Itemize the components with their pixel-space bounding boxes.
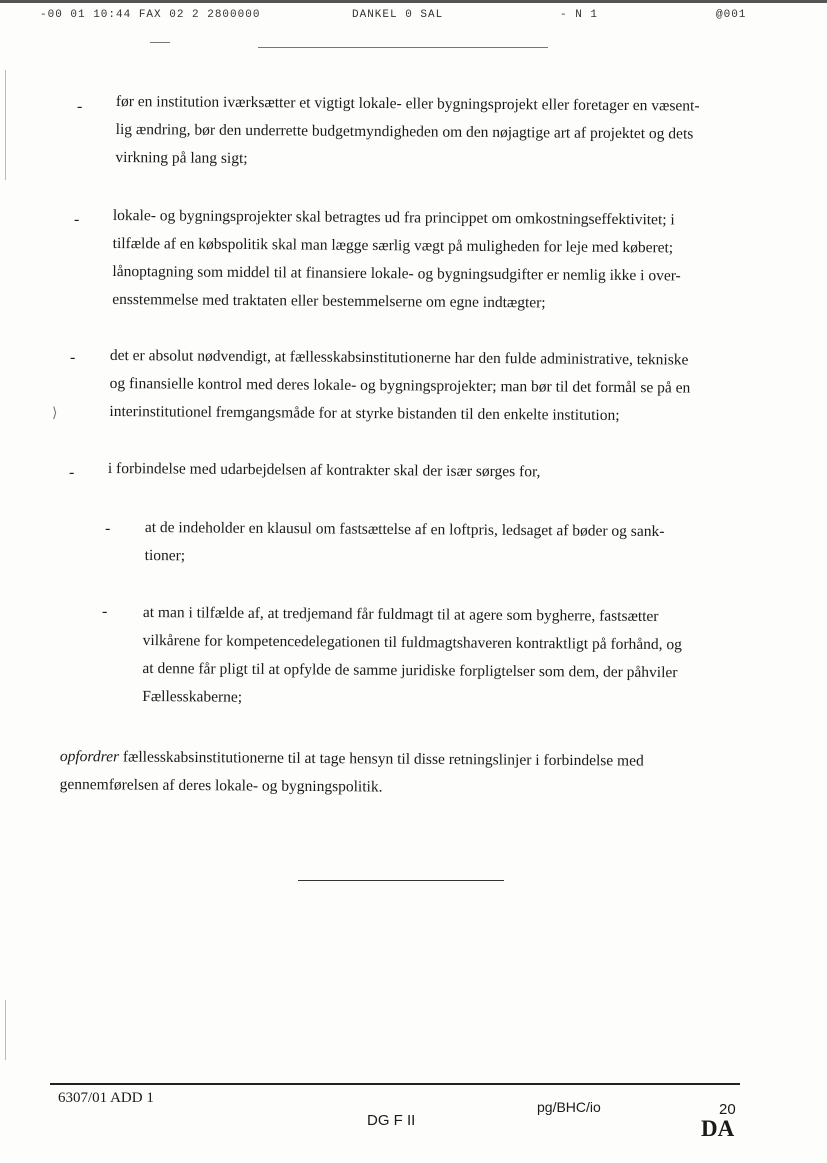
sub-item-2-line-4: Fællesskaberne; <box>142 687 243 706</box>
bullet-2: - <box>74 211 80 228</box>
department-code: DG F II <box>367 1112 416 1129</box>
bullet-3: - <box>70 349 76 366</box>
header-rule-short <box>150 42 170 43</box>
sub-item-2-line-1: at man i tilfælde af, at tredjemand får fuldmagt til at agere som bygherre, fastsætter <box>142 603 659 626</box>
paragraph-2-line-4: ensstemmelse med traktaten eller bestemmelserne om egne indtægter; <box>112 290 546 312</box>
sub-item-1-line-1: at de indeholder en klausul om fastsættelse af en loftpris, ledsaget af bøder og sank- <box>144 518 665 541</box>
sub-item-2 <box>142 599 682 715</box>
closing-line-1-text: fællesskabsinstitutionerne til at tage hensyn til disse retningslinjer i forbindelse med <box>118 748 644 770</box>
paragraph-1-line-1: før en institution iværksætter et vigtigt lokale- eller bygningsprojekt eller foretager en væsent- <box>115 92 700 115</box>
sub-item-1 <box>145 514 665 574</box>
closing-keyword: opfordrer <box>59 747 120 766</box>
fax-header <box>0 0 827 29</box>
paragraph-4-line-1: i forbindelse med udarbejdelsen af kontrakter skal der især sørges for, <box>107 459 541 481</box>
paragraph-3-line-2: og finansielle kontrol med deres lokale- og bygningsprojekter; man bør til det formål se på en <box>109 374 691 397</box>
section-end-rule <box>298 880 504 881</box>
paragraph-1-line-3: virkning på lang sigt; <box>115 148 248 168</box>
scan-edge-top <box>5 70 6 180</box>
sub-bullet-2: - <box>102 603 108 620</box>
paragraph-2-line-3: lånoptagning som middel til at finansiere lokale- og bygningsudgifter er nemlig ikke i over- <box>112 262 681 285</box>
footer-rule <box>50 1083 740 1085</box>
closing-clause <box>60 743 644 804</box>
bullet-4: - <box>69 464 75 481</box>
margin-mark: ⟩ <box>52 406 58 421</box>
scan-edge-bottom <box>5 1000 6 1060</box>
closing-line-2: gennemførelsen af deres lokale- og bygningspolitik. <box>59 775 383 796</box>
paragraph-3-line-3: interinstitutionel fremgangsmåde for at styrke bistanden til den enkelte institution; <box>109 402 620 425</box>
paragraph-3 <box>109 342 690 431</box>
fax-header-sender: DANKEL 0 SAL <box>352 9 444 21</box>
paragraph-2-line-2: tilfælde af en købspolitik skal man lægge særlig vægt på muligheden for leje med køberet; <box>112 234 674 257</box>
fax-header-page-marker: - N 1 <box>560 9 599 21</box>
paragraph-1-line-2: lig ændring, bør den underrette budgetmyndigheden om den nøjagtige art af projektet og dets <box>115 120 694 143</box>
header-rule-long <box>258 47 548 48</box>
paragraph-2-line-1: lokale- og bygningsprojekter skal betragtes ud fra princippet om omkostningseffektivitet; i <box>112 206 675 229</box>
bullet-1: - <box>77 98 83 115</box>
sub-item-2-line-2: vilkårene for kompetencedelegationen til fuldmagtshaveren kontraktligt på forhånd, og <box>142 631 683 654</box>
sub-item-1-line-2: tioner; <box>144 546 186 565</box>
paragraph-4 <box>108 455 541 486</box>
document-reference: 6307/01 ADD 1 <box>58 1090 154 1106</box>
fax-header-timestamp: -00 01 10:44 FAX 02 2 2800000 <box>40 9 261 21</box>
fax-header-sequence: @001 <box>716 9 747 21</box>
sub-bullet-1: - <box>105 520 111 537</box>
language-code: DA <box>701 1116 735 1141</box>
paragraph-3-line-1: det er absolut nødvendigt, at fællesskabsinstitutionerne har den fulde administrative, tekniske <box>109 346 689 369</box>
page-number: 20 <box>719 1101 736 1118</box>
sub-item-2-line-3: at denne får pligt til at opfylde de samme juridiske forpligtelser som dem, der påhviler <box>142 659 678 682</box>
author-initials: pg/BHC/io <box>537 1099 601 1115</box>
paragraph-2 <box>112 202 681 318</box>
paragraph-1 <box>115 88 699 177</box>
